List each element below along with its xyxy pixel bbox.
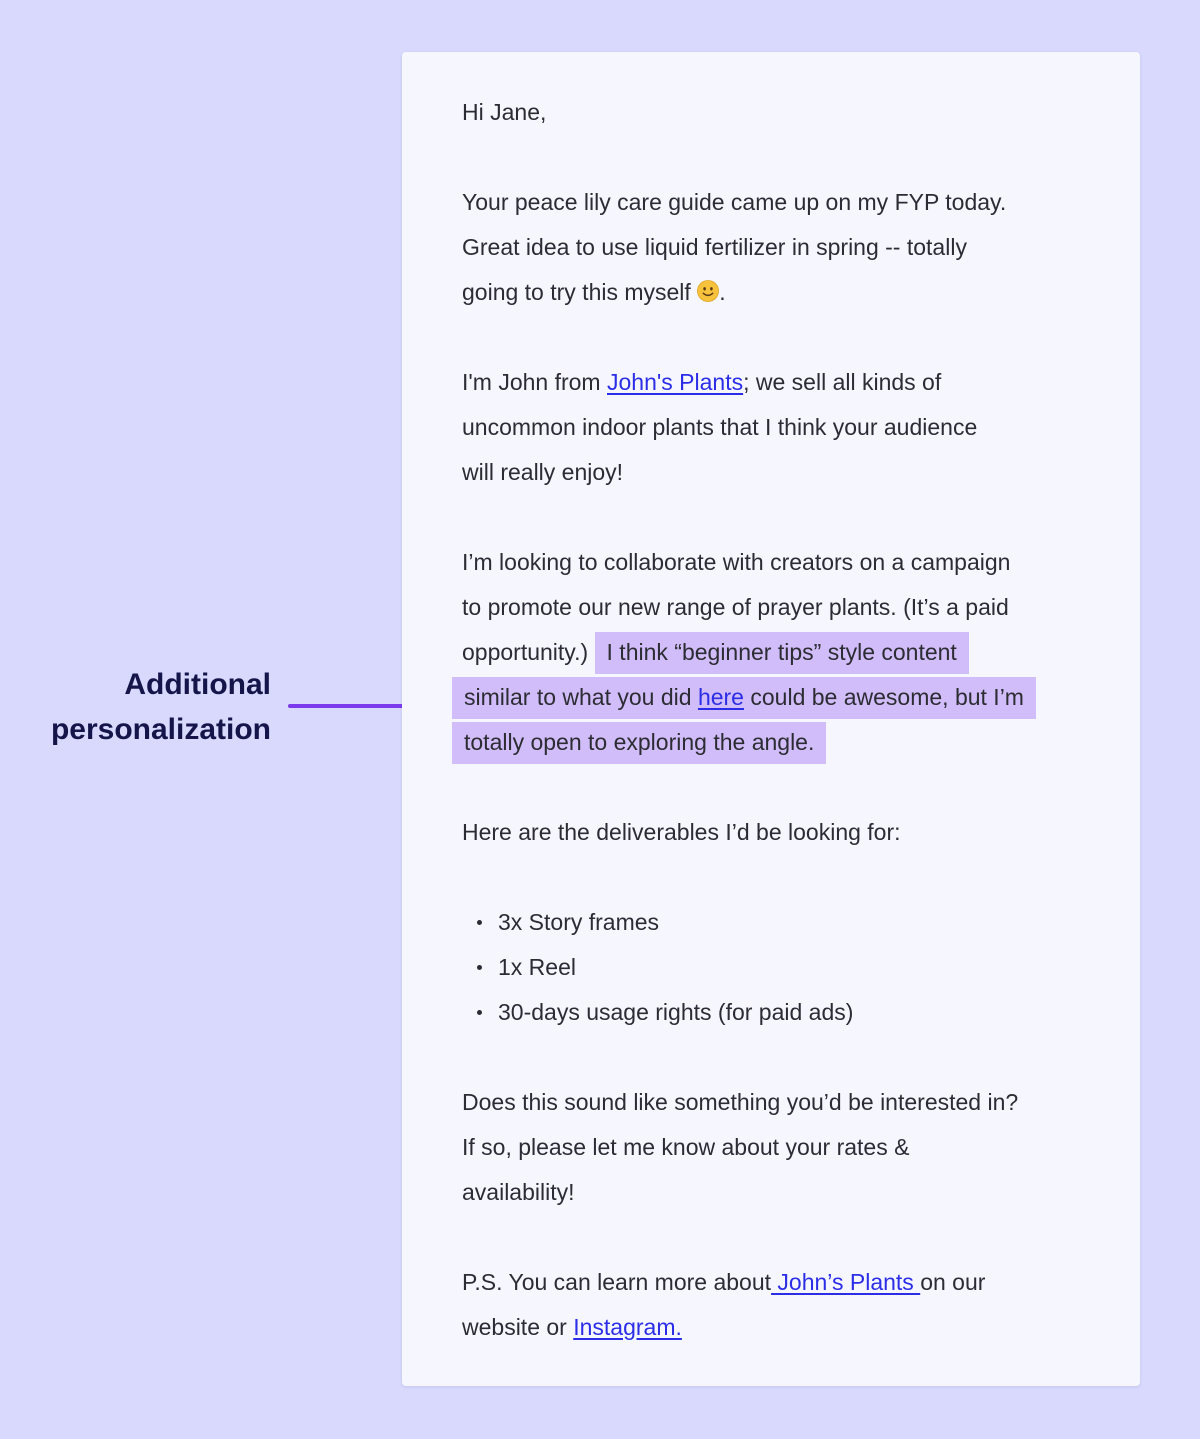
johns-plants-website-link[interactable]: John’s Plants — [771, 1269, 921, 1295]
personalization-highlight: totally open to exploring the angle. — [452, 722, 826, 764]
email-paragraph-collaboration: I’m looking to collaborate with creators on a campaign to promote our new range of prayer plants. (It’s a paid opportunity.) I think “beginner tips” style content similar to what you did here could be awesome, but I’m totally open to exploring the angle. — [462, 540, 1102, 765]
email-paragraph-company: I'm John from John's Plants; we sell all kinds of uncommon indoor plants that I think your audience will really enjoy! — [462, 369, 978, 485]
list-item: 30-days usage rights (for paid ads) — [462, 990, 1102, 1035]
email-paragraph-intro: Your peace lily care guide came up on my FYP today. Great idea to use liquid fertilizer in spring -- totally going to try this myself . — [462, 189, 1007, 305]
smiley-face-icon — [697, 280, 719, 302]
deliverables-intro: Here are the deliverables I’d be looking for: — [462, 819, 901, 845]
johns-plants-link[interactable]: John's Plants — [607, 369, 744, 395]
here-link[interactable]: here — [697, 684, 744, 710]
email-card — [402, 52, 1140, 1386]
list-item: 3x Story frames — [462, 900, 1102, 945]
personalization-highlight: I think “beginner tips” style content — [595, 632, 969, 674]
email-body — [462, 90, 1102, 1350]
callout-label-line1: Additional — [124, 668, 271, 701]
callout-label — [51, 662, 271, 752]
list-item: 1x Reel — [462, 945, 1102, 990]
deliverables-list — [462, 900, 1102, 1035]
callout-label-line2: personalization — [50, 713, 271, 746]
personalization-highlight: similar to what you did here could be awesome, but I’m — [452, 677, 1036, 719]
instagram-link[interactable]: Instagram. — [573, 1314, 682, 1340]
email-postscript: P.S. You can learn more about John’s Plants on our website or Instagram. — [462, 1269, 986, 1340]
email-paragraph-ask: Does this sound like something you’d be interested in? If so, please let me know about your rates & availability! — [462, 1089, 1019, 1205]
email-greeting: Hi Jane, — [462, 99, 547, 125]
